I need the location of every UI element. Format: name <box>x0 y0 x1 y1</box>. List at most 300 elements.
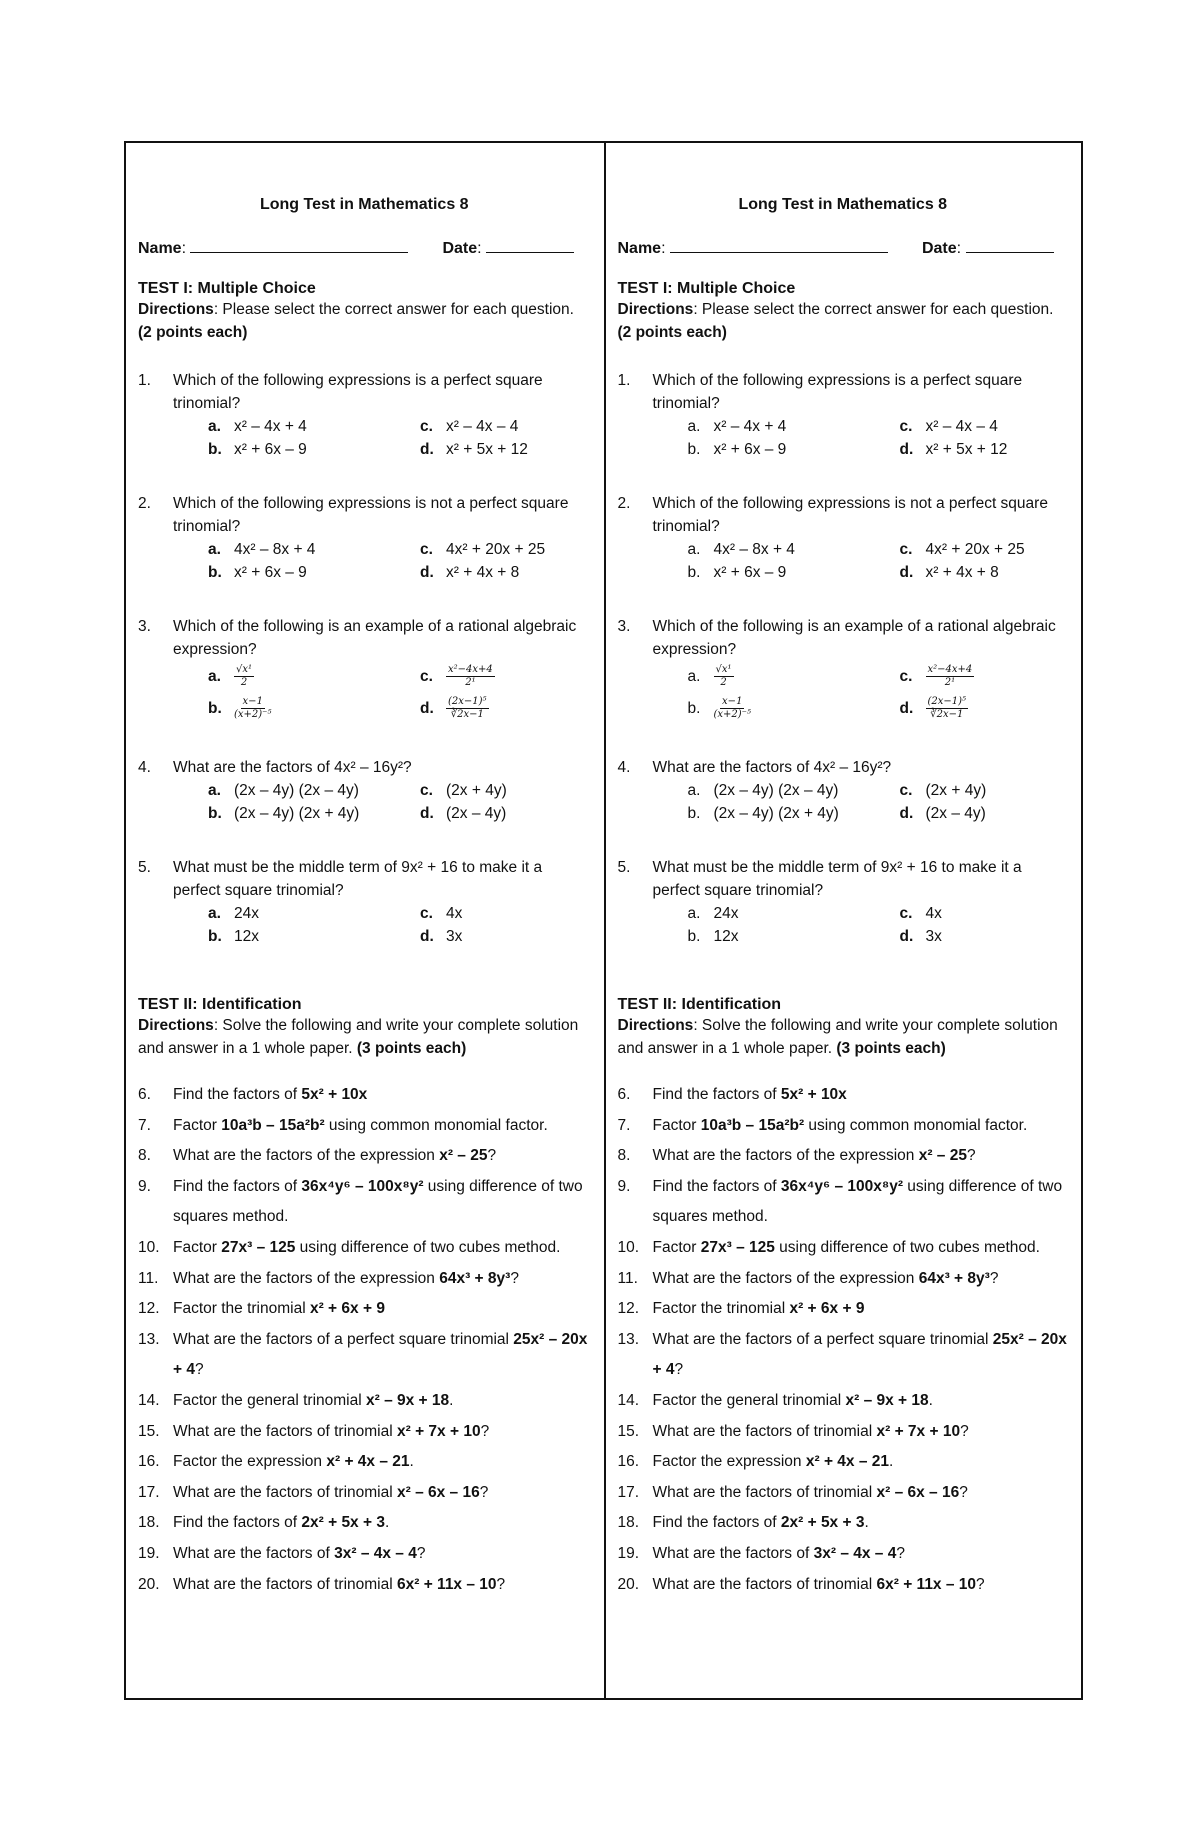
name-label: Name <box>138 240 182 257</box>
choice-text: x² + 5x + 12 <box>446 441 528 458</box>
prompt-text: What are the factors of the expression <box>652 1269 919 1287</box>
fraction <box>926 664 975 689</box>
choice-c <box>900 902 1069 925</box>
identification-item <box>138 1233 591 1264</box>
expression: 6x² + 11x – 10 <box>876 1575 977 1593</box>
directions-label: Directions <box>617 301 694 318</box>
denominator: 2¹ <box>465 677 476 689</box>
test2-directions <box>138 1014 591 1060</box>
prompt-text: What are the factors of trinomial <box>652 1483 877 1501</box>
choice-text: (2x – 4y) <box>446 805 507 822</box>
choice-a <box>688 415 900 438</box>
choice-text: x² + 5x + 12 <box>925 441 1008 458</box>
prompt-suffix: ? <box>487 1147 497 1165</box>
question-text: What are the factors of 4x² – 16y²? <box>652 759 892 776</box>
question-number: 7. <box>138 1116 151 1134</box>
question-number: 2. <box>617 495 631 512</box>
identification-list <box>618 1080 1069 1600</box>
expression: x² + 6x + 9 <box>309 1300 385 1318</box>
choice-text: 4x² – 8x + 4 <box>713 541 795 558</box>
choice-text: x² – 4x + 4 <box>713 418 787 435</box>
question-number: 10. <box>617 1238 640 1256</box>
identification-item <box>138 1111 591 1142</box>
question-number: 13. <box>617 1330 640 1348</box>
denominator: (x+2)⁻⁵ <box>234 709 272 721</box>
choice-b <box>208 925 420 948</box>
question-text <box>653 1478 1069 1509</box>
identification-item <box>138 1508 591 1539</box>
prompt-suffix: ? <box>674 1361 684 1379</box>
choice-c <box>900 415 1069 438</box>
answer-choices <box>138 779 591 825</box>
choice-d <box>900 438 1069 461</box>
prompt-text: Factor <box>652 1116 701 1134</box>
question-number: 8. <box>138 1147 151 1165</box>
question-number: 14. <box>617 1391 640 1409</box>
identification-item <box>138 1570 591 1601</box>
test2-section <box>618 996 1069 1060</box>
choice-letter: b. <box>208 700 222 717</box>
choice-text: x² + 6x – 9 <box>713 441 787 458</box>
question-text <box>173 1539 591 1570</box>
question-item <box>618 615 1069 725</box>
choice-letter: a. <box>687 668 701 685</box>
question-text <box>173 1570 591 1601</box>
question-number: 5. <box>617 859 631 876</box>
prompt-suffix: . <box>449 1391 454 1409</box>
identification-item <box>618 1111 1069 1142</box>
denominator: 2 <box>720 677 727 689</box>
answer-choices <box>618 902 1069 948</box>
prompt-suffix: ? <box>896 1544 905 1562</box>
choice-a <box>208 902 420 925</box>
choice-a <box>208 661 420 693</box>
choice-text: 12x <box>713 928 739 945</box>
choice-c <box>420 538 591 561</box>
question-number: 1. <box>138 372 151 389</box>
choice-b <box>688 802 900 825</box>
question-row <box>618 615 1069 661</box>
prompt-suffix: ? <box>194 1361 204 1379</box>
question-text <box>653 1570 1069 1601</box>
multiple-choice-list <box>618 369 1069 948</box>
choice-letter: a. <box>208 905 221 922</box>
choice-letter: c. <box>420 782 433 799</box>
prompt-text: Factor the general trinomial <box>173 1391 366 1409</box>
question-text <box>653 1417 1069 1448</box>
question-item <box>618 492 1069 584</box>
question-row <box>138 856 591 902</box>
choice-a <box>688 902 900 925</box>
question-text <box>653 1172 1069 1233</box>
numerator: x−1 <box>722 696 743 708</box>
expression: 2x² + 5x + 3 <box>301 1514 385 1532</box>
prompt-suffix: . <box>864 1514 869 1532</box>
denominator: 2¹ <box>944 677 956 689</box>
choice-letter: d. <box>420 441 434 458</box>
prompt-suffix: using common monomial factor. <box>324 1116 548 1134</box>
choice-a <box>208 779 420 802</box>
choice-letter: b. <box>208 928 222 945</box>
choice-letter: d. <box>420 928 434 945</box>
identification-item <box>138 1325 591 1386</box>
prompt-text: What are the factors of <box>652 1544 814 1562</box>
choice-letter: d. <box>420 805 434 822</box>
numerator: (2x−1)⁵ <box>448 696 487 708</box>
question-number: 15. <box>138 1422 160 1440</box>
test-column-left <box>126 143 604 1698</box>
choice-letter: c. <box>420 418 433 435</box>
question-text <box>653 1111 1069 1142</box>
identification-item <box>138 1478 591 1509</box>
date-field[interactable] <box>486 238 574 253</box>
choice-text: 4x <box>446 905 463 922</box>
choice-text: x² – 4x – 4 <box>446 418 519 435</box>
choice-d <box>420 693 591 725</box>
question-row <box>618 856 1069 902</box>
question-number: 17. <box>617 1483 640 1501</box>
question-text <box>173 1386 591 1417</box>
choice-text: 3x <box>925 928 942 945</box>
multiple-choice-list <box>138 369 591 948</box>
prompt-text: What are the factors of <box>173 1544 335 1562</box>
test2-heading: TEST II: Identification <box>617 996 782 1013</box>
identification-item <box>618 1570 1069 1601</box>
prompt-text: What are the factors of trinomial <box>173 1575 397 1593</box>
choice-text: 4x² + 20x + 25 <box>446 541 546 558</box>
question-text: What must be the middle term of 9x² + 16 to make it a perfect square trinomial? <box>652 859 1022 899</box>
prompt-text: Find the factors of <box>652 1514 781 1532</box>
choice-a <box>208 538 420 561</box>
question-text <box>173 1294 591 1325</box>
prompt-text: Find the factors of <box>652 1177 781 1195</box>
question-number: 12. <box>617 1300 640 1318</box>
name-date-row: Name : Date : <box>618 238 1069 258</box>
question-text <box>653 1539 1069 1570</box>
identification-item <box>618 1508 1069 1539</box>
prompt-suffix: . <box>928 1391 933 1409</box>
choice-letter: a. <box>687 418 701 435</box>
choice-d <box>900 561 1069 584</box>
identification-item <box>618 1325 1069 1386</box>
identification-item <box>138 1080 591 1111</box>
question-item <box>618 369 1069 461</box>
choice-c <box>900 538 1069 561</box>
choice-letter: b. <box>208 805 222 822</box>
identification-item <box>618 1447 1069 1478</box>
choice-letter: b. <box>687 928 701 945</box>
identification-item <box>138 1172 591 1233</box>
prompt-suffix: ? <box>480 1422 490 1440</box>
identification-item <box>618 1172 1069 1233</box>
choice-letter: d. <box>420 564 434 581</box>
expression: 36x⁴y⁶ – 100x⁸y² <box>301 1177 424 1195</box>
question-number: 4. <box>617 759 631 776</box>
choice-text: 3x <box>446 928 463 945</box>
expression: x² + 7x + 10 <box>396 1422 481 1440</box>
question-number: 16. <box>138 1453 160 1471</box>
date-field[interactable] <box>966 238 1054 253</box>
choice-letter: d. <box>899 564 914 581</box>
expression: x² – 9x + 18 <box>365 1391 450 1409</box>
test1-directions <box>618 298 1069 344</box>
numerator: x²−4x+4 <box>927 664 973 676</box>
fraction <box>446 696 489 721</box>
choice-text: (2x – 4y) (2x + 4y) <box>713 805 839 822</box>
directions-label: Directions <box>617 1017 694 1034</box>
identification-item <box>618 1386 1069 1417</box>
numerator: x−1 <box>242 696 263 708</box>
question-text <box>173 1417 591 1448</box>
prompt-text: What are the factors of the expression <box>173 1147 440 1165</box>
choice-b <box>208 802 420 825</box>
question-number: 3. <box>138 618 151 635</box>
choice-b <box>688 693 900 725</box>
question-text <box>653 1233 1069 1264</box>
test2-section <box>138 996 591 1060</box>
choice-d <box>900 693 1069 725</box>
denominator: (x+2)⁻⁵ <box>713 709 751 721</box>
identification-item <box>618 1539 1069 1570</box>
answer-choices <box>618 415 1069 461</box>
choice-text: 24x <box>234 905 259 922</box>
question-number: 11. <box>138 1269 159 1287</box>
question-number: 20. <box>617 1575 640 1593</box>
prompt-text: Factor the expression <box>173 1453 327 1471</box>
question-number: 18. <box>138 1514 160 1532</box>
question-text: What are the factors of 4x² – 16y²? <box>173 759 412 776</box>
expression: 2x² + 5x + 3 <box>780 1514 865 1532</box>
question-number: 15. <box>617 1422 640 1440</box>
prompt-suffix: ? <box>416 1544 426 1562</box>
prompt-text: What are the factors of the expression <box>173 1269 440 1287</box>
expression: x² – 25 <box>918 1147 967 1165</box>
question-text <box>173 1233 591 1264</box>
prompt-text: Factor the expression <box>652 1453 806 1471</box>
prompt-text: Factor the general trinomial <box>652 1391 846 1409</box>
directions-text: : Please select the correct answer for each question. <box>213 301 574 318</box>
prompt-text: What are the factors of trinomial <box>652 1575 877 1593</box>
choice-d <box>420 802 591 825</box>
choice-letter: b. <box>687 564 701 581</box>
choice-letter: b. <box>687 805 701 822</box>
question-row <box>618 492 1069 538</box>
question-number: 1. <box>617 372 631 389</box>
choice-letter: c. <box>420 541 433 558</box>
question-text <box>653 1447 1069 1478</box>
choice-text: (2x – 4y) (2x – 4y) <box>234 782 359 799</box>
fraction <box>234 664 254 689</box>
choice-letter: a. <box>687 782 701 799</box>
prompt-text: Factor the trinomial <box>173 1300 310 1318</box>
question-item <box>138 615 591 725</box>
prompt-suffix: ? <box>510 1269 519 1287</box>
expression: 3x² – 4x – 4 <box>813 1544 897 1562</box>
identification-item <box>618 1141 1069 1172</box>
identification-item <box>138 1539 591 1570</box>
answer-choices <box>138 661 591 725</box>
page-title: Long Test in Mathematics 8 <box>738 196 948 213</box>
choice-text: x² – 4x – 4 <box>925 418 998 435</box>
choice-letter: d. <box>899 805 914 822</box>
fraction <box>926 696 969 721</box>
choice-text: (2x + 4y) <box>925 782 987 799</box>
question-number: 12. <box>138 1300 160 1318</box>
choice-letter: c. <box>420 668 433 685</box>
expression: 10a³b – 15a²b² <box>700 1116 805 1134</box>
choice-a <box>688 779 900 802</box>
question-number: 13. <box>138 1330 160 1348</box>
test-column-right <box>604 143 1082 1698</box>
question-number: 17. <box>138 1483 160 1501</box>
identification-item <box>618 1294 1069 1325</box>
choice-text: 4x² – 8x + 4 <box>234 541 316 558</box>
question-number: 11. <box>617 1269 638 1287</box>
prompt-suffix: using difference of two cubes method. <box>774 1238 1040 1256</box>
prompt-text: Factor the trinomial <box>652 1300 790 1318</box>
question-text: Which of the following expressions is not a perfect square trinomial? <box>173 495 569 535</box>
expression: 5x² + 10x <box>301 1086 368 1103</box>
denominator: 2 <box>240 677 248 689</box>
choice-letter: a. <box>687 905 701 922</box>
question-item <box>138 756 591 825</box>
expression: x² – 6x – 16 <box>396 1483 480 1501</box>
expression: 6x² + 11x – 10 <box>396 1575 497 1593</box>
expression: x² + 6x + 9 <box>789 1300 865 1318</box>
prompt-text: Factor <box>173 1116 222 1134</box>
expression: 25x² – 20x + 4 <box>173 1330 588 1379</box>
expression: x² – 9x + 18 <box>845 1391 929 1409</box>
prompt-text: Factor <box>652 1238 701 1256</box>
test-sheet <box>124 141 1083 1700</box>
question-text <box>653 1141 1069 1172</box>
choice-letter: d. <box>899 441 914 458</box>
prompt-suffix: . <box>384 1514 390 1532</box>
question-text: Which of the following is an example of a rational algebraic expression? <box>173 618 577 658</box>
question-item <box>138 492 591 584</box>
question-text: Which of the following is an example of a rational algebraic expression? <box>652 618 1056 658</box>
choice-letter: c. <box>899 668 913 685</box>
test2-directions <box>618 1014 1069 1060</box>
choice-c <box>420 779 591 802</box>
expression: 3x² – 4x – 4 <box>334 1544 417 1562</box>
question-row <box>138 615 591 661</box>
expression: x² + 7x + 10 <box>876 1422 961 1440</box>
directions-label: Directions <box>138 1017 214 1034</box>
answer-choices <box>618 538 1069 584</box>
question-row <box>138 492 591 538</box>
question-number: 2. <box>138 495 151 512</box>
prompt-text: Find the factors of <box>173 1514 302 1532</box>
question-number: 20. <box>138 1575 160 1593</box>
points-note: (3 points each) <box>836 1040 946 1057</box>
choice-letter: b. <box>208 441 222 458</box>
choice-letter: c. <box>420 905 433 922</box>
question-item <box>618 856 1069 948</box>
prompt-text: Find the factors of <box>652 1086 781 1103</box>
question-text: What must be the middle term of 9x² + 16 to make it a perfect square trinomial? <box>173 859 543 899</box>
prompt-suffix: ? <box>496 1575 506 1593</box>
identification-item <box>138 1386 591 1417</box>
prompt-text: Find the factors of <box>173 1086 302 1103</box>
choice-text: (2x – 4y) (2x + 4y) <box>234 805 360 822</box>
choice-text: x² + 6x – 9 <box>234 564 307 581</box>
test1-section <box>618 280 1069 344</box>
choice-letter: a. <box>208 782 221 799</box>
choice-b <box>688 925 900 948</box>
question-number: 8. <box>617 1147 631 1165</box>
question-row <box>618 369 1069 415</box>
date-label: Date <box>442 240 478 257</box>
choice-text: x² + 6x – 9 <box>713 564 787 581</box>
name-field[interactable] <box>190 238 408 253</box>
choice-text: x² + 4x + 8 <box>925 564 999 581</box>
expression: x² – 6x – 16 <box>876 1483 960 1501</box>
identification-item <box>618 1478 1069 1509</box>
expression: x² – 25 <box>439 1147 488 1165</box>
question-row <box>618 756 1069 779</box>
test1-heading: TEST I: Multiple Choice <box>138 280 316 297</box>
answer-choices <box>618 661 1069 725</box>
question-text <box>173 1172 591 1233</box>
question-text <box>173 1508 591 1539</box>
question-item <box>618 756 1069 825</box>
points-note: (2 points each) <box>138 324 248 341</box>
choice-c <box>900 661 1069 693</box>
prompt-text: What are the factors of a perfect square trinomial <box>173 1330 514 1348</box>
identification-item <box>618 1417 1069 1448</box>
choice-c <box>900 779 1069 802</box>
choice-b <box>688 561 900 584</box>
prompt-suffix: ? <box>960 1422 969 1440</box>
question-text: Which of the following expressions is a perfect square trinomial? <box>652 372 1023 412</box>
choice-a <box>688 538 900 561</box>
expression: 10a³b – 15a²b² <box>221 1116 325 1134</box>
question-text <box>173 1264 591 1295</box>
prompt-suffix: . <box>409 1453 414 1471</box>
points-note: (3 points each) <box>356 1040 467 1057</box>
question-number: 7. <box>617 1116 631 1134</box>
prompt-suffix: ? <box>479 1483 489 1501</box>
question-text <box>173 1325 591 1386</box>
question-number: 14. <box>138 1391 160 1409</box>
choice-letter: a. <box>687 541 701 558</box>
question-number: 6. <box>617 1086 631 1103</box>
choice-text: x² + 4x + 8 <box>446 564 520 581</box>
question-number: 3. <box>617 618 631 635</box>
name-date-row: Name : Date : <box>138 238 591 258</box>
answer-choices <box>138 902 591 948</box>
choice-c <box>420 902 591 925</box>
question-text <box>173 1080 591 1111</box>
choice-d <box>420 438 591 461</box>
choice-a <box>208 415 420 438</box>
choice-text: 4x² + 20x + 25 <box>925 541 1025 558</box>
prompt-suffix: using difference of two squares method. <box>652 1177 1063 1226</box>
choice-letter: b. <box>687 700 701 717</box>
prompt-text: What are the factors of a perfect square trinomial <box>652 1330 993 1348</box>
prompt-text: Find the factors of <box>173 1177 302 1195</box>
expression: 27x³ – 125 <box>221 1238 296 1256</box>
numerator: x²−4x+4 <box>448 664 493 676</box>
choice-d <box>420 925 591 948</box>
name-field[interactable] <box>670 238 888 253</box>
choice-a <box>688 661 900 693</box>
numerator: (2x−1)⁵ <box>927 696 967 708</box>
choice-text: x² – 4x + 4 <box>234 418 307 435</box>
answer-choices <box>618 779 1069 825</box>
choice-letter: d. <box>899 928 914 945</box>
